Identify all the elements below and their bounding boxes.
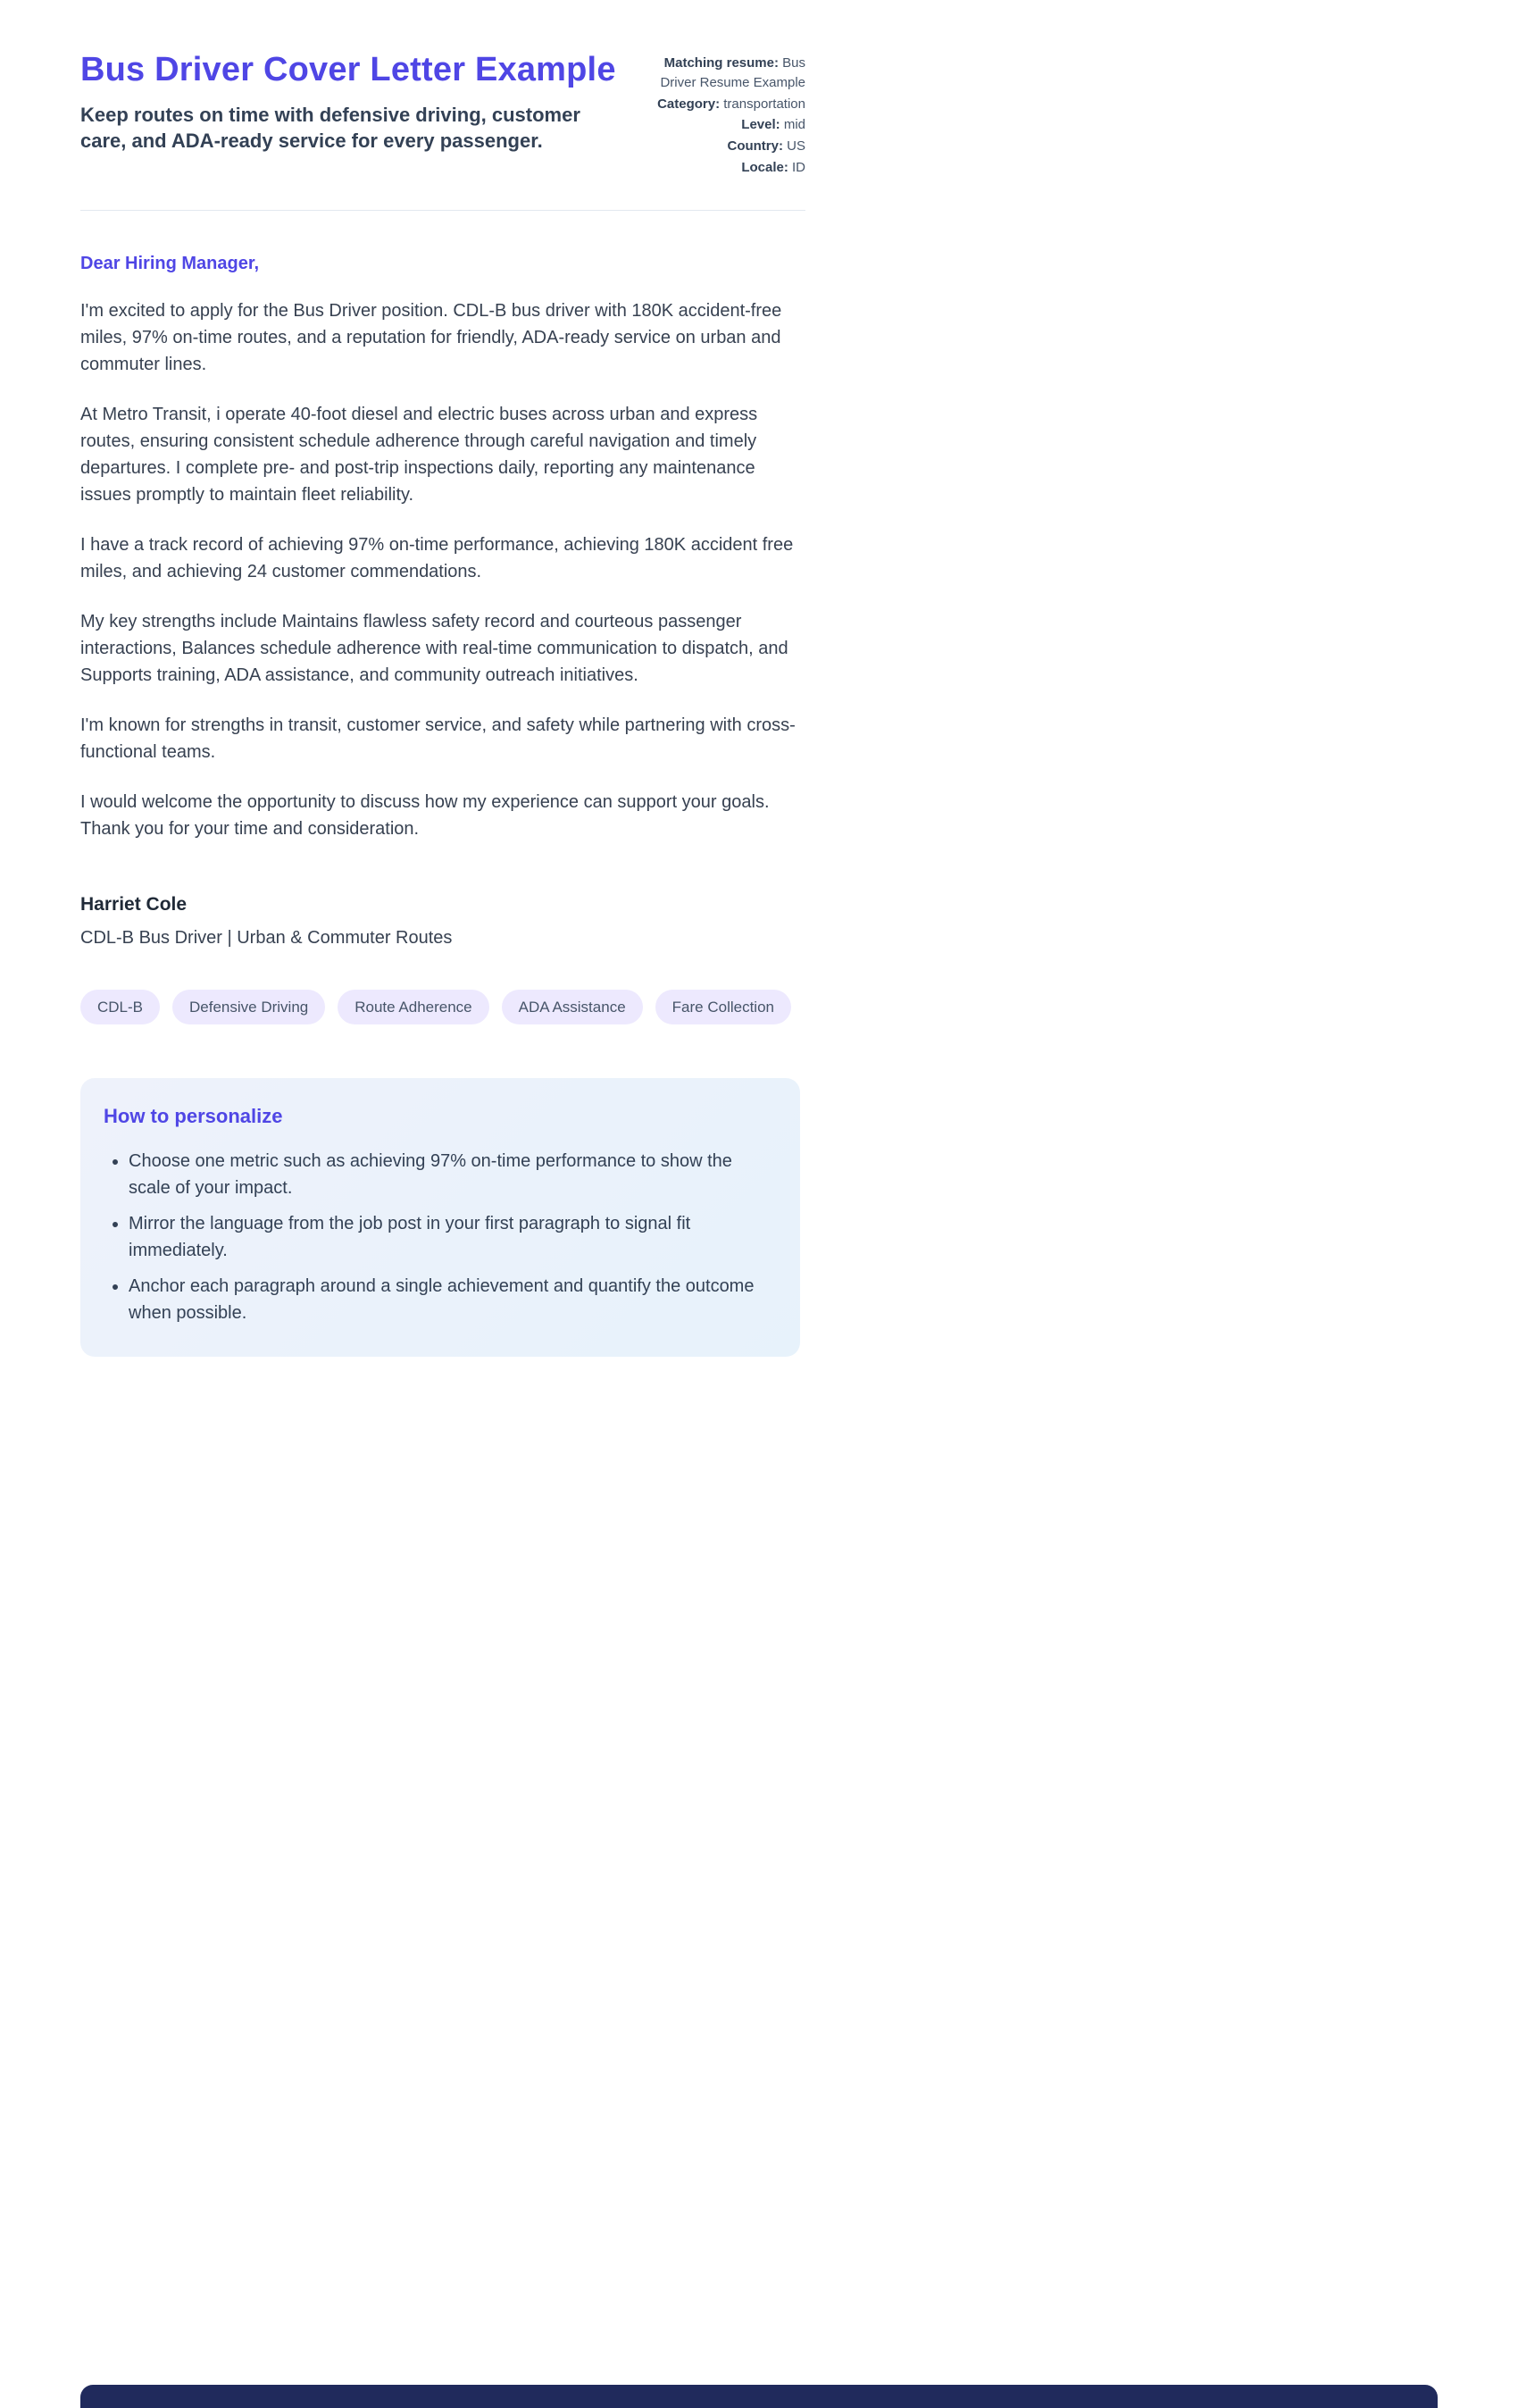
personalize-title: How to personalize <box>104 1104 283 1127</box>
personalize-bullet: • Choose one metric such as achieving 97% on-time performance to show the scale of your impact. <box>129 1148 770 1201</box>
meta-label: Country: <box>727 138 783 154</box>
letter-paragraph: I would welcome the opportunity to discuss how my experience can support your goals. Thank you for your time and consideration. <box>80 791 770 839</box>
meta-row-level <box>646 115 805 135</box>
meta-value: US <box>787 138 805 154</box>
header-divider <box>80 210 805 211</box>
personalize-bullet: • Mirror the language from the job post in your first paragraph to signal fit immediately. <box>129 1210 770 1264</box>
meta-value: mid <box>783 117 805 133</box>
meta-row-matching-resume <box>646 54 805 93</box>
meta-panel <box>646 50 805 180</box>
tag-pill: ADA Assistance <box>502 990 643 1024</box>
page-subtitle: Keep routes on time with defensive driving, customer care, and ADA-ready service for every passenger. <box>80 103 580 152</box>
letter-greeting: Dear Hiring Manager, <box>80 253 260 273</box>
meta-row-country <box>646 137 805 156</box>
header-text <box>80 50 627 154</box>
letter-paragraph: I'm known for strengths in transit, customer service, and safety while partnering with cross-functional teams. <box>80 715 796 762</box>
header <box>80 50 805 180</box>
letter-paragraph: At Metro Transit, i operate 40-foot diesel and electric buses across urban and express routes, ensuring consistent schedule adherence through careful navigation and timely departures. I complete pre- and post-trip inspections daily, reporting any maintenance issues promptly to maintain fleet reliability. <box>80 404 758 505</box>
meta-label: Locale: <box>741 159 788 175</box>
letter-paragraph: My key strengths include Maintains flawless safety record and courteous passenger interactions, Balances schedule adherence with real-time communication to dispatch, and Supports training, ADA assistance, and community outreach initiatives. <box>80 611 788 685</box>
content-column <box>0 0 805 1357</box>
skill-tags <box>80 990 805 1024</box>
letter-paragraph: I'm excited to apply for the Bus Driver position. CDL-B bus driver with 180K accident-free miles, 97% on-time routes, and a reputation for friendly, ADA-ready service on urban and commuter lines. <box>80 300 782 374</box>
meta-row-locale <box>646 158 805 178</box>
tag-pill: CDL-B <box>80 990 160 1024</box>
meta-value: transportation <box>723 96 805 112</box>
tag-pill: Route Adherence <box>338 990 488 1024</box>
signature-title: CDL-B Bus Driver | Urban & Commuter Routes <box>80 927 453 948</box>
signature-block <box>80 894 805 949</box>
footer-bar <box>80 2385 1438 2408</box>
page-title: Bus Driver Cover Letter Example <box>80 51 616 88</box>
personalize-callout <box>80 1078 800 1357</box>
tag-pill: Fare Collection <box>655 990 791 1024</box>
meta-label: Category: <box>657 96 721 112</box>
meta-label: Matching resume: <box>663 55 779 71</box>
meta-label: Level: <box>741 117 780 133</box>
personalize-bullet: • Anchor each paragraph around a single achievement and quantify the outcome when possible. <box>129 1273 770 1326</box>
meta-value: ID <box>792 159 805 175</box>
meta-row-category <box>646 95 805 114</box>
tag-pill: Defensive Driving <box>172 990 325 1024</box>
meta-value: Bus Driver Resume Example <box>660 55 805 90</box>
signature-name: Harriet Cole <box>80 893 188 915</box>
personalize-list <box>104 1148 770 1326</box>
cover-letter-body <box>80 254 805 949</box>
letter-paragraph: I have a track record of achieving 97% on-time performance, achieving 180K accident free miles, and achieving 24 customer commendations. <box>80 534 794 581</box>
